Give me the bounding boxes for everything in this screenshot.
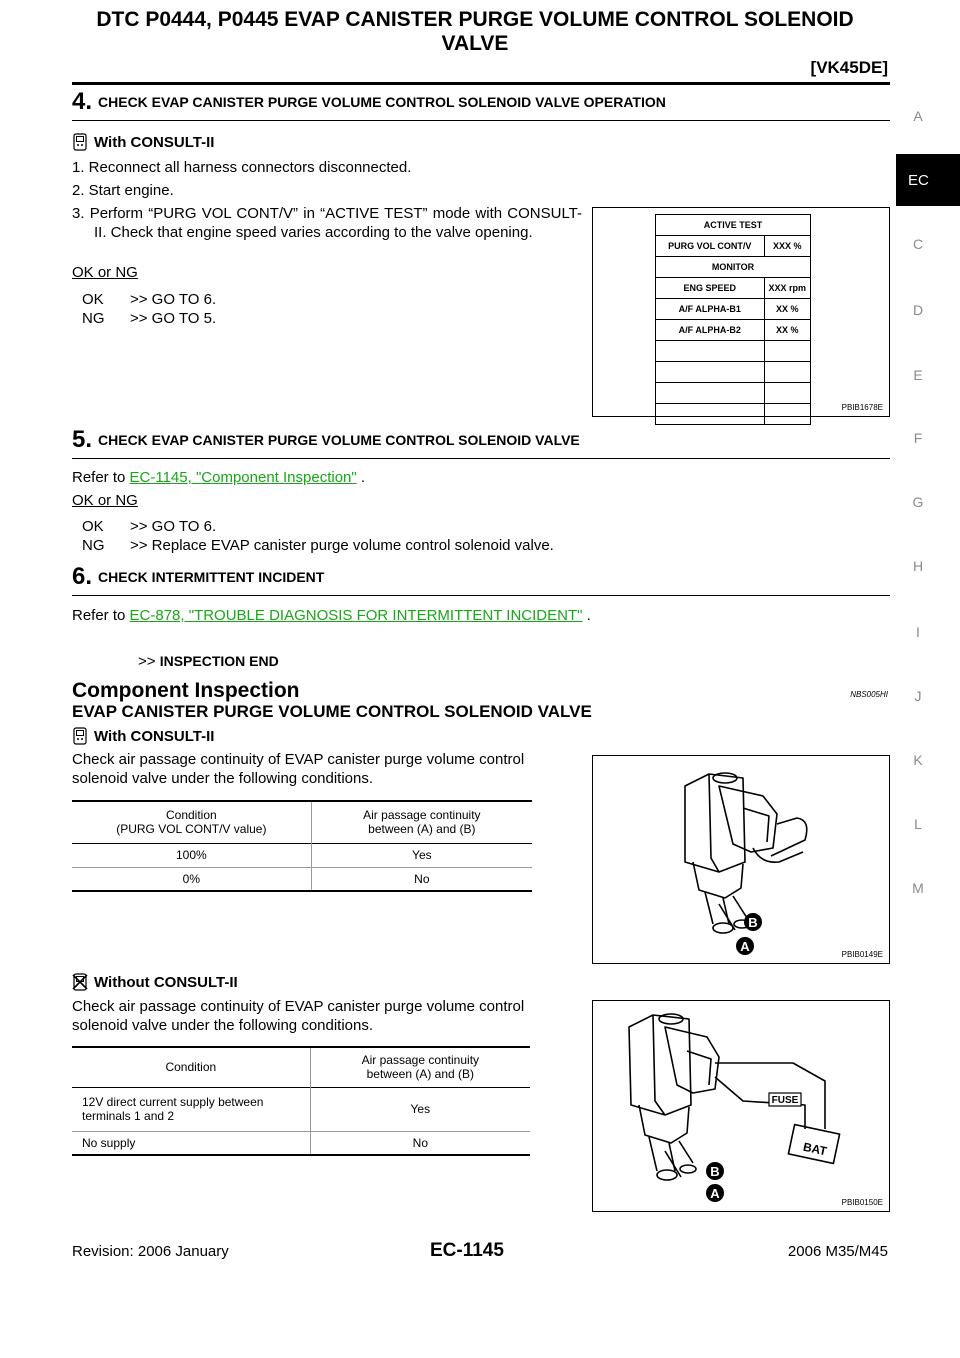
without-consult-text: Check air passage continuity of EVAP canister purge volume control solenoid valve under the following conditions. [72,998,525,1034]
step-title: CHECK EVAP CANISTER PURGE VOLUME CONTROL SOLENOID VALVE OPERATION [98,94,666,110]
section-index-e[interactable]: E [913,367,923,383]
solenoid-battery-illustration [593,1001,889,1211]
instruction-item: 3. Perform “PURG VOL CONT/V” in “ACTIVE TEST” mode with CONSULT-II. Check that engine speed varies according to the valve opening. [72,205,582,241]
solenoid-battery-figure [592,1000,890,1212]
without-consult-label: Without CONSULT-II [72,973,238,991]
fuse-label: FUSE [771,1095,799,1106]
result-row: OK >> GO TO 6. [82,291,217,308]
solenoid-valve-figure [592,755,890,964]
section-index-l[interactable]: L [914,816,922,832]
step-number: 4. [72,88,93,115]
no-consult-tester-icon [72,973,88,991]
consult-tester-icon [72,133,88,151]
step-6-heading [72,563,890,596]
svg-text:A: A [740,939,750,954]
section-code: NBS005HI [850,690,888,699]
section-index-c[interactable]: C [912,236,924,252]
battery-label: BAT [801,1139,829,1159]
table-row: 12V direct current supply between terminals 1 and 2 Yes [72,1087,530,1131]
table-row: No supply No [72,1131,530,1155]
step-4-instructions [72,158,582,242]
step-4-heading [72,88,890,121]
section-index-ec-active[interactable]: EC [896,154,960,206]
with-consult-text: Check air passage continuity of EVAP canister purge volume control solenoid valve under the following conditions. [72,751,525,787]
step-6-refer: Refer to EC-878, "TROUBLE DIAGNOSIS FOR INTERMITTENT INCIDENT" . [72,607,591,624]
consult-tester-icon [72,727,88,745]
engine-model: [VK45DE] [810,58,888,77]
section-index-g[interactable]: G [912,494,924,510]
result-row: NG >> GO TO 5. [82,310,217,327]
with-consult-condition-table: Condition (PURG VOL CONT/V value) Air passage continuity between (A) and (B) 100% Yes 0% No [72,800,532,892]
figure-id: PBIB0149E [841,950,883,959]
svg-text:A: A [710,1186,720,1201]
without-consult-condition-table: Condition Air passage continuity between (A) and (B) 12V direct current supply between terminals 1 and 2 Yes No supply No [72,1046,530,1156]
step-number: 6. [72,563,93,590]
ok-or-ng-label: OK or NG [72,264,138,281]
component-inspection-title: Component Inspection [72,679,300,702]
figure-id: PBIB0150E [841,1198,883,1207]
section-index-k[interactable]: K [913,752,923,768]
with-consult-label: With CONSULT-II [72,727,214,745]
active-test-header: ACTIVE TEST [656,215,811,236]
section-index-f[interactable]: F [913,430,923,446]
with-consult-label: With CONSULT-II [72,133,214,151]
active-test-screen: ACTIVE TEST PURG VOL CONT/V XXX % MONITOR ENG SPEED XXX rpm A/F ALPHA-B1 XX % A/F ALPHA-B2 XX % [655,214,811,425]
solenoid-valve-illustration [593,756,889,963]
section-index-m[interactable]: M [912,880,924,896]
svg-text:B: B [748,915,758,930]
active-test-figure [592,207,890,417]
result-row: OK >> GO TO 6. [82,518,217,535]
section-index-i[interactable]: I [916,624,920,640]
page-title: DTC P0444, P0445 EVAP CANISTER PURGE VOLUME CONTROL SOLENOID VALVE [96,8,854,55]
ok-or-ng-label: OK or NG [72,492,138,509]
step-number: 5. [72,426,93,453]
header-rule [72,82,890,85]
table-row: 100% Yes [72,843,532,867]
inspection-end: >> INSPECTION END [138,653,279,670]
intermittent-incident-link[interactable]: EC-878, "TROUBLE DIAGNOSIS FOR INTERMITTENT INCIDENT" [129,607,583,624]
footer-model: 2006 M35/M45 [787,1243,888,1260]
footer-page-number: EC-1145 [430,1240,504,1261]
component-inspection-link[interactable]: EC-1145, "Component Inspection" [129,469,357,486]
svg-text:B: B [710,1164,720,1179]
step-5-results [82,517,554,555]
section-index-h[interactable]: H [912,558,924,574]
footer-revision: Revision: 2006 January [72,1243,229,1260]
table-row: 0% No [72,867,532,891]
result-row: NG >> Replace EVAP canister purge volume control solenoid valve. [82,537,554,554]
section-index-j[interactable]: J [914,688,922,704]
instruction-item: 2. Start engine. [72,182,174,199]
step-5-heading [72,426,890,459]
instruction-item: 1. Reconnect all harness connectors disconnected. [72,159,412,176]
section-index-d[interactable]: D [912,302,924,318]
section-index-a[interactable]: A [913,108,923,124]
step-title: CHECK EVAP CANISTER PURGE VOLUME CONTROL SOLENOID VALVE [98,432,580,448]
step-title: CHECK INTERMITTENT INCIDENT [98,569,325,585]
step-5-refer: Refer to EC-1145, "Component Inspection" . [72,469,366,486]
component-subtitle: EVAP CANISTER PURGE VOLUME CONTROL SOLENOID VALVE [72,702,592,721]
step-4-results [82,290,216,328]
figure-id: PBIB1678E [841,403,883,412]
